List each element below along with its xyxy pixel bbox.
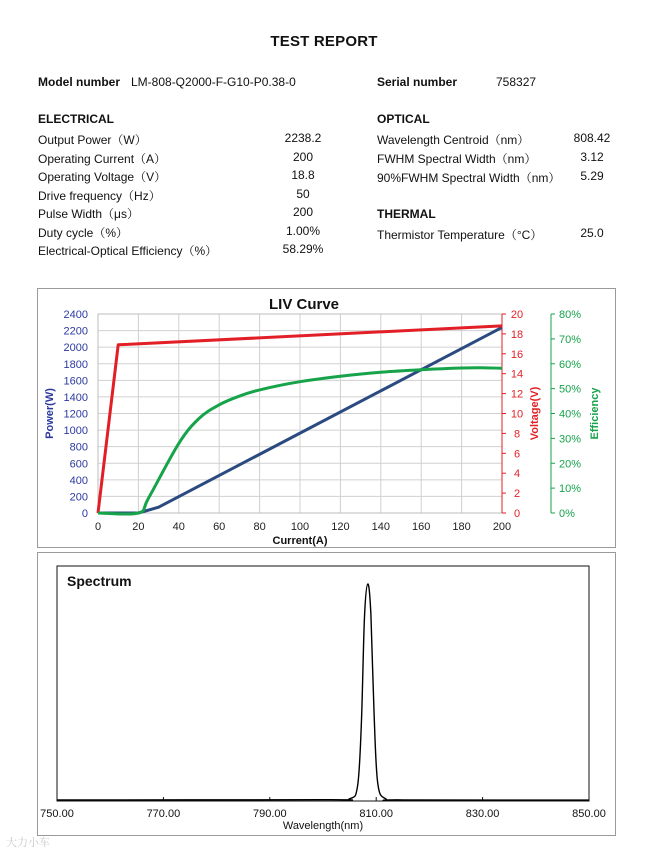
x-tick-label: 60 — [213, 521, 226, 533]
voltage-tick-label: 14 — [510, 368, 524, 381]
electrical-row-label: Electrical-Optical Efficiency（%） — [38, 244, 218, 258]
power-tick-label: 2000 — [63, 342, 88, 355]
efficiency-tick-label: 10% — [559, 483, 582, 496]
power-axis-label: Power(W) — [44, 388, 56, 439]
power-tick-label: 600 — [69, 458, 88, 471]
power-tick-label: 1400 — [63, 391, 88, 404]
electrical-row-label: Output Power（W） — [38, 133, 147, 147]
power-tick-label: 800 — [69, 441, 88, 454]
voltage-tick-label: 16 — [510, 348, 524, 361]
voltage-tick-label: 2 — [513, 488, 521, 501]
electrical-row-value: 18.8 — [291, 168, 315, 182]
chart-title: LIV Curve — [268, 296, 340, 313]
spectrum-chart-panel — [37, 552, 616, 836]
x-tick-label: 0 — [94, 521, 102, 533]
power-tick-label: 200 — [69, 491, 88, 504]
x-tick-label: 200 — [492, 521, 512, 533]
liv-chart-panel — [37, 288, 616, 548]
watermark: 大力小车 — [6, 837, 50, 849]
efficiency-tick-label: 50% — [559, 383, 582, 396]
model-number-label: Model number — [38, 75, 121, 89]
optical-row-label: FWHM Spectral Width（nm） — [377, 152, 537, 166]
power-tick-label: 400 — [69, 474, 88, 487]
voltage-tick-label: 10 — [510, 408, 524, 421]
optical-row-value: 5.29 — [580, 169, 604, 183]
thermal-row-value: 25.0 — [580, 226, 604, 240]
spectrum-series-line — [57, 584, 589, 800]
efficiency-tick-label: 80% — [559, 309, 582, 321]
power-tick-label: 0 — [81, 508, 88, 520]
voltage-tick-label: 12 — [510, 388, 524, 401]
thermal-heading: THERMAL — [377, 207, 436, 221]
report-title: TEST REPORT — [270, 33, 378, 50]
x-tick-label: 80 — [253, 521, 266, 533]
electrical-row-value: 200 — [292, 205, 314, 219]
electrical-row-label: Operating Voltage（V） — [38, 170, 167, 184]
efficiency-tick-label: 60% — [559, 358, 582, 371]
x-axis-label: Current(A) — [272, 535, 328, 547]
x-axis-label: Wavelength(nm) — [282, 820, 364, 832]
power-tick-label: 1200 — [63, 408, 88, 421]
model-number-value: LM-808-Q2000-F-G10-P0.38-0 — [131, 75, 296, 89]
liv-chart — [38, 289, 615, 547]
x-tick-label: 120 — [331, 521, 350, 533]
electrical-row-label: Operating Current（A） — [38, 151, 167, 166]
x-tick-label: 750.00 — [40, 808, 74, 820]
efficiency-tick-label: 40% — [559, 408, 582, 421]
voltage-tick-label: 0 — [513, 508, 521, 520]
power-tick-label: 1600 — [63, 375, 88, 388]
efficiency-tick-label: 30% — [559, 433, 582, 446]
plot-area — [57, 566, 589, 801]
power-tick-label: 2400 — [63, 309, 88, 321]
electrical-row-label: Drive frequency（Hz） — [38, 188, 161, 203]
efficiency-tick-label: 20% — [559, 458, 582, 471]
electrical-row-label: Pulse Width（μs） — [38, 207, 139, 221]
spectrum-chart — [38, 553, 615, 835]
power-tick-label: 1800 — [63, 358, 88, 371]
power-tick-label: 1000 — [63, 425, 88, 438]
electrical-row-value: 50 — [296, 186, 310, 201]
voltage-tick-label: 4 — [513, 468, 521, 481]
x-tick-label: 40 — [172, 521, 185, 533]
x-tick-label: 770.00 — [146, 808, 181, 820]
efficiency-tick-label: 0% — [559, 508, 575, 520]
x-tick-label: 160 — [412, 521, 431, 533]
thermal-row-label: Thermistor Temperature（°C） — [377, 228, 543, 242]
efficiency-axis-label: Efficiency — [589, 387, 601, 440]
electrical-row-value: 200 — [292, 149, 314, 164]
optical-row-label: 90%FWHM Spectral Width（nm） — [377, 171, 561, 185]
x-tick-label: 810.00 — [359, 808, 394, 820]
electrical-heading: ELECTRICAL — [38, 112, 114, 126]
serial-number-value: 758327 — [496, 75, 537, 89]
voltage-tick-label: 20 — [510, 309, 524, 321]
x-tick-label: 100 — [290, 521, 310, 533]
x-tick-label: 180 — [452, 521, 471, 533]
x-tick-label: 830.00 — [465, 808, 500, 820]
optical-row-label: Wavelength Centroid（nm） — [377, 133, 530, 147]
optical-row-value: 808.42 — [573, 131, 611, 145]
power-tick-label: 2200 — [63, 325, 88, 338]
voltage-tick-label: 8 — [513, 428, 521, 441]
voltage-tick-label: 18 — [510, 328, 524, 341]
electrical-row-value: 1.00% — [285, 223, 321, 238]
voltage-tick-label: 6 — [513, 448, 521, 461]
chart-title: Spectrum — [67, 573, 132, 589]
efficiency-tick-label: 70% — [559, 333, 582, 346]
optical-heading: OPTICAL — [377, 112, 430, 126]
x-tick-label: 790.00 — [252, 808, 287, 820]
electrical-row-label: Duty cycle（%） — [38, 225, 129, 240]
x-tick-label: 850.00 — [572, 808, 606, 820]
voltage-axis-label: Voltage(V) — [529, 386, 541, 441]
x-tick-label: 140 — [371, 521, 390, 533]
serial-number-label: Serial number — [377, 75, 458, 89]
x-tick-label: 20 — [132, 521, 145, 533]
optical-row-value: 3.12 — [580, 150, 604, 164]
electrical-row-value: 2238.2 — [284, 131, 322, 145]
electrical-row-value: 58.29% — [282, 242, 324, 256]
